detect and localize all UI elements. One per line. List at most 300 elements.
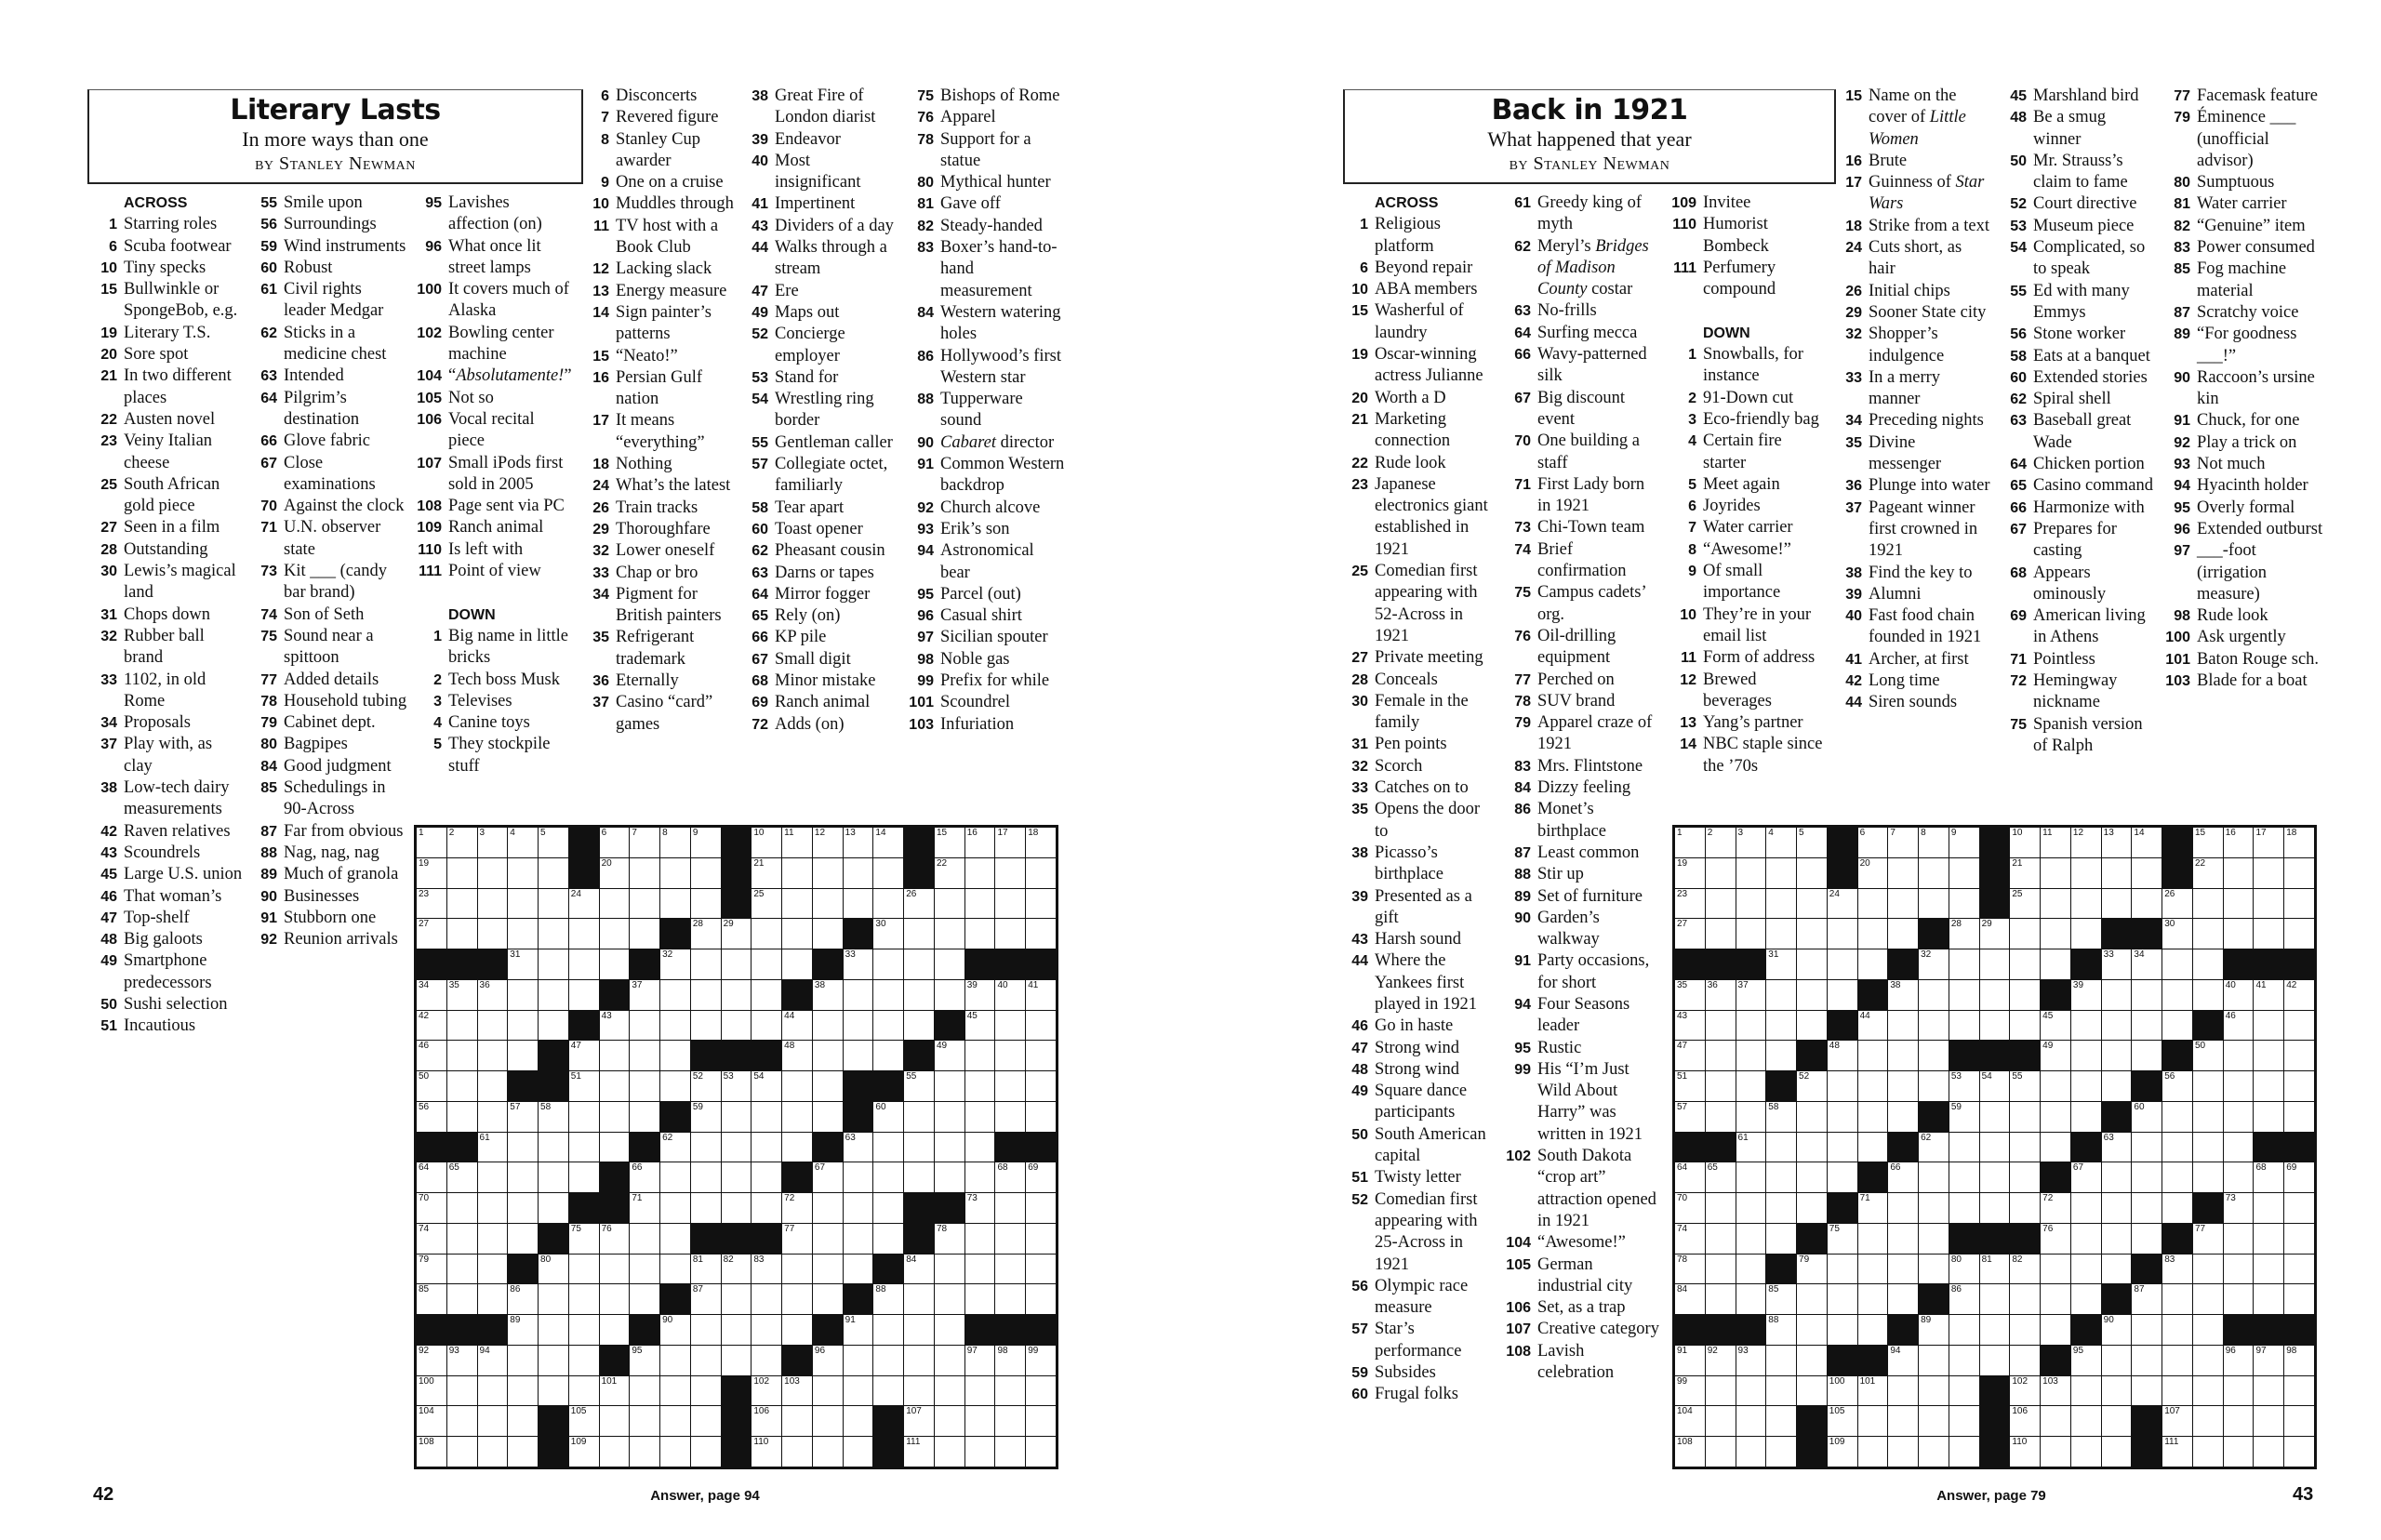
grid-cell: [1766, 1102, 1796, 1132]
clue: [902, 237, 1066, 302]
grid-cell: [1949, 1102, 1979, 1132]
grid-cell: [1858, 1315, 1888, 1345]
cell-number: 46: [2225, 1010, 2236, 1021]
clue-text: Noble gas: [940, 649, 1010, 669]
cell-number: 102: [753, 1375, 770, 1387]
black-square: [600, 980, 630, 1010]
clue-text: Divine messenger: [1869, 432, 1942, 474]
grid-cell: [569, 1376, 599, 1406]
clue-number: 67: [752, 651, 768, 668]
clue-text: Wind instruments: [284, 236, 406, 256]
grid-cell: [1797, 1376, 1827, 1406]
grid-cell: [1797, 1284, 1827, 1314]
clue-text: “For goodness ___!”: [2197, 325, 2297, 365]
grid-cell: [2193, 1133, 2223, 1162]
cell-number: 90: [2103, 1315, 2114, 1326]
clue: [737, 605, 898, 627]
clue-number: 9: [601, 175, 609, 192]
grid-cell: [722, 1193, 752, 1223]
grid-cell: [600, 1011, 630, 1041]
cell-number: 13: [2103, 828, 2114, 838]
puzzle-title: Literary Lasts: [230, 94, 441, 126]
clue: [1337, 756, 1495, 777]
clue-number: 91: [917, 457, 934, 473]
clue-number: 51: [1351, 1170, 1368, 1187]
clue-number: 109: [1671, 195, 1696, 211]
grid-cell: [813, 1437, 843, 1467]
grid-cell: [813, 919, 843, 949]
grid-cell: [1797, 828, 1827, 857]
grid-cell: [2132, 1346, 2162, 1375]
grid-cell: [691, 1315, 721, 1345]
black-square: [722, 858, 752, 888]
clue-number: 30: [100, 564, 117, 580]
clue-text: Yang’s partner: [1703, 713, 1803, 733]
clue-text: Boxer’s hand-to-hand measurement: [940, 238, 1057, 300]
title-box: [87, 89, 583, 184]
grid-cell: [752, 980, 781, 1010]
cell-number: 29: [723, 919, 734, 930]
grid-cell: [1858, 1041, 1888, 1070]
grid-cell: [1949, 828, 1979, 857]
grid-cell: [813, 1071, 843, 1101]
title-box: [1343, 89, 1836, 184]
grid-cell: [752, 1255, 781, 1284]
black-square: [2132, 1071, 2162, 1101]
grid-cell: [691, 1193, 721, 1223]
clue-number: 79: [2174, 110, 2190, 126]
clue-text: Mrs. Flintstone: [1537, 756, 1643, 776]
clue-text: Rustic: [1537, 1038, 1582, 1057]
grid-cell: [1828, 1315, 1857, 1345]
clue-text: Joyrides: [1703, 497, 1761, 516]
clue: [1665, 214, 1825, 258]
grid-cell: [478, 1255, 508, 1284]
clue-text: “Neato!”: [616, 346, 678, 365]
clue-number: 31: [1351, 737, 1368, 753]
clue-number: 107: [1506, 1321, 1531, 1338]
grid-cell: [569, 1437, 599, 1467]
grid-cell: [2041, 1011, 2070, 1041]
black-square: [1736, 1315, 1766, 1345]
grid-cell: [508, 1437, 538, 1467]
grid-cell: [965, 1406, 995, 1436]
clue-text: Rubber ball brand: [124, 626, 205, 668]
grid-cell: [1736, 1437, 1766, 1467]
grid-cell: [478, 1284, 508, 1314]
cell-number: 101: [601, 1375, 618, 1387]
clue-text: Eternally: [616, 671, 679, 691]
grid-cell: [508, 1133, 538, 1162]
grid-cell: [873, 858, 903, 888]
grid-cell: [2071, 1284, 2101, 1314]
grid-cell: [1919, 828, 1949, 857]
grid-cell: [1766, 1162, 1796, 1192]
black-square: [2162, 828, 2192, 857]
clue-number: 79: [260, 715, 277, 732]
clue: [1995, 714, 2155, 758]
clue-number: 16: [1845, 153, 1862, 169]
grid-cell: [2162, 949, 2192, 979]
grid-cell: [873, 980, 903, 1010]
clue-text: “Absolutamente!”: [448, 366, 572, 386]
clue-number: 78: [260, 693, 277, 710]
grid-cell: [904, 1133, 934, 1162]
black-square: [600, 1193, 630, 1223]
grid-cell: [2193, 1346, 2223, 1375]
grid-cell: [1797, 1315, 1827, 1345]
grid-cell: [813, 828, 843, 857]
grid-cell: [965, 1284, 995, 1314]
black-square: [2162, 1041, 2192, 1070]
grid-cell: [722, 1284, 752, 1314]
clue-number: 50: [2010, 153, 2027, 169]
cell-number: 48: [1829, 1041, 1840, 1052]
black-square: [995, 1133, 1025, 1162]
clue-text: Lewis’s magical land: [124, 562, 236, 603]
clue-text: Long time: [1869, 671, 1940, 691]
black-square: [508, 1071, 538, 1101]
clue-number: 39: [752, 131, 768, 148]
clue-number: 105: [1506, 1256, 1531, 1273]
grid-cell: [2284, 1193, 2314, 1223]
grid-cell: [508, 1102, 538, 1132]
clue: [902, 519, 1066, 540]
grid-cell: [1706, 980, 1736, 1010]
clue: [902, 605, 1066, 627]
clue: [1830, 281, 1990, 302]
clue: [1830, 237, 1990, 281]
clue: [902, 432, 1066, 454]
clue-number: 21: [100, 368, 117, 385]
cell-number: 78: [1677, 1254, 1688, 1265]
clue-text: Smile upon: [284, 193, 363, 212]
clue-number: 66: [1514, 347, 1531, 364]
grid-cell: [2224, 1133, 2254, 1162]
grid-cell: [722, 1071, 752, 1101]
black-square: [873, 1071, 903, 1101]
grid-cell: [447, 1284, 477, 1314]
grid-cell: [2224, 1162, 2254, 1192]
grid-cell: [569, 1255, 599, 1284]
clue-text: South American capital: [1375, 1124, 1486, 1166]
grid-cell: [1766, 1406, 1796, 1436]
cell-number: 55: [906, 1071, 917, 1082]
grid-cell: [1980, 1102, 2010, 1132]
grid-cell: [1797, 1162, 1827, 1192]
grid-cell: [508, 949, 538, 979]
grid-cell: [1736, 858, 1766, 888]
black-square: [1980, 889, 2010, 919]
page-number: 43: [2293, 1484, 2314, 1505]
grid-cell: [2041, 858, 2070, 888]
clue-number: 72: [2010, 673, 2027, 690]
clue: [410, 561, 574, 582]
grid-cell: [630, 1224, 659, 1254]
grid-cell: [447, 1224, 477, 1254]
clue-text: Most insignificant: [775, 151, 861, 192]
grid-cell: [2102, 1315, 2132, 1345]
clue: [737, 324, 898, 367]
cell-number: 58: [540, 1101, 552, 1112]
grid-cell: [1828, 1224, 1857, 1254]
grid-cell: [600, 828, 630, 857]
grid-cell: [935, 1102, 964, 1132]
grid-cell: [1888, 1041, 1918, 1070]
grid-cell: [2102, 949, 2132, 979]
grid-cell: [478, 858, 508, 888]
clue: [1830, 172, 1990, 216]
grid-cell: [417, 1011, 446, 1041]
grid-cell: [2071, 858, 2101, 888]
clue: [246, 626, 407, 670]
clue: [2159, 237, 2324, 259]
clue-text: U.N. observer state: [284, 518, 381, 559]
clue-text: Least common: [1537, 843, 1640, 862]
grid-cell: [995, 1041, 1025, 1070]
clue: [578, 540, 734, 562]
clue: [86, 670, 244, 713]
clue: [578, 193, 734, 215]
grid-cell: [722, 980, 752, 1010]
grid-cell: [1980, 1011, 2010, 1041]
grid-cell: [935, 1133, 964, 1162]
clue-number: 69: [2010, 608, 2027, 625]
grid-cell: [782, 1284, 812, 1314]
clue: [246, 777, 407, 821]
clue: [1499, 756, 1659, 777]
clue-number: 88: [1514, 867, 1531, 883]
cell-number: 98: [2286, 1345, 2297, 1356]
grid-cell: [1026, 1284, 1056, 1314]
grid-cell: [1026, 1376, 1056, 1406]
grid-cell: [1797, 858, 1827, 888]
clue-number: 71: [2010, 651, 2027, 668]
clue: [410, 192, 574, 236]
cell-number: 37: [632, 979, 643, 990]
grid-cell: [600, 1284, 630, 1314]
grid-cell: [1888, 1376, 1918, 1406]
cell-number: 15: [936, 828, 948, 838]
cell-number: 10: [2012, 828, 2023, 838]
clue-text: Rude look: [1375, 453, 1446, 472]
clue-text: What once lit street lamps: [448, 236, 541, 277]
clue-number: 10: [100, 259, 117, 276]
grid-cell: [2041, 1284, 2070, 1314]
grid-cell: [752, 949, 781, 979]
grid-cell: [1736, 828, 1766, 857]
clue-text: Far from obvious: [284, 821, 404, 841]
grid-cell: [1888, 1162, 1918, 1192]
grid-cell: [1026, 828, 1056, 857]
grid-cell: [1766, 1224, 1796, 1254]
grid-cell: [813, 1284, 843, 1314]
grid-cell: [965, 1376, 995, 1406]
clue: [410, 453, 574, 497]
clue-text: Initial chips: [1869, 281, 1950, 300]
grid-cell: [782, 828, 812, 857]
grid-cell: [1919, 1255, 1949, 1284]
clue-number: 62: [260, 325, 277, 341]
clue: [1830, 649, 1990, 670]
clue-number: 76: [917, 110, 934, 126]
clue-number: 60: [752, 521, 768, 538]
clue-number: 43: [752, 218, 768, 234]
grid-cell: [782, 1315, 812, 1345]
clue-number: 26: [1845, 283, 1862, 299]
clue-number: 62: [1514, 238, 1531, 255]
black-square: [782, 1346, 812, 1375]
grid-cell: [2193, 949, 2223, 979]
clue: [1499, 236, 1659, 301]
clue-text: Austen novel: [124, 409, 216, 429]
grid-cell: [1797, 1255, 1827, 1284]
clue-text: Disconcerts: [616, 86, 698, 105]
clue-text: Subsides: [1375, 1363, 1436, 1383]
grid-cell: [1858, 1011, 1888, 1041]
clue: [2159, 193, 2324, 215]
grid-cell: [1858, 1406, 1888, 1436]
clue: [1499, 1255, 1659, 1298]
clue: [1665, 431, 1825, 474]
black-square: [539, 1041, 568, 1070]
grid-cell: [600, 1071, 630, 1101]
clue-number: 3: [433, 693, 442, 710]
clue-number: 95: [425, 195, 442, 211]
clue-text: Parcel (out): [940, 584, 1021, 604]
clue-number: 56: [2010, 326, 2027, 343]
clue-text: Lacking slack: [616, 259, 712, 279]
clue-number: 78: [1514, 693, 1531, 710]
clue-number: 64: [1514, 325, 1531, 341]
clue: [1830, 86, 1990, 151]
grid-cell: [478, 919, 508, 949]
clue-number: 38: [1845, 564, 1862, 581]
clue-text: Chops down: [124, 604, 211, 624]
clue: [902, 172, 1066, 193]
grid-cell: [2041, 1224, 2070, 1254]
grid-cell: [417, 1376, 446, 1406]
grid-cell: [813, 1193, 843, 1223]
grid-cell: [2193, 1315, 2223, 1345]
clue-text: Endeavor: [775, 129, 841, 149]
grid-cell: [508, 1284, 538, 1314]
grid-cell: [417, 1437, 446, 1467]
grid-cell: [2041, 1041, 2070, 1070]
grid-cell: [508, 1346, 538, 1375]
grid-cell: [600, 1041, 630, 1070]
grid-cell: [2254, 1011, 2283, 1041]
cell-number: 20: [1859, 857, 1870, 869]
grid-cell: [2132, 1133, 2162, 1162]
clue: [1499, 1297, 1659, 1319]
grid-cell: [782, 1102, 812, 1132]
cell-number: 68: [2255, 1162, 2267, 1174]
clue-number: 38: [1351, 844, 1368, 861]
grid-cell: [1706, 889, 1736, 919]
clue: [1499, 670, 1659, 691]
clue-number: 44: [1351, 953, 1368, 970]
clue-number: 89: [2174, 326, 2190, 343]
grid-cell: [447, 919, 477, 949]
grid-cell: [2010, 919, 2040, 949]
grid-cell: [2193, 1102, 2223, 1132]
grid-cell: [1026, 1255, 1056, 1284]
grid-cell: [935, 1346, 964, 1375]
grid-cell: [1858, 1255, 1888, 1284]
grid-cell: [600, 1255, 630, 1284]
cell-number: 84: [906, 1254, 917, 1265]
grid-cell: [1736, 980, 1766, 1010]
grid-cell: [1706, 1193, 1736, 1223]
grid-cell: [2041, 889, 2070, 919]
grid-cell: [1949, 889, 1979, 919]
grid-cell: [2102, 1346, 2132, 1375]
clue-number: 39: [1351, 888, 1368, 905]
clue-text: Veiny Italian cheese: [124, 431, 213, 472]
grid-cell: [478, 1011, 508, 1041]
cell-number: 26: [2164, 888, 2175, 899]
clue-text: Stanley Cup awarder: [616, 129, 700, 170]
cell-number: 84: [1677, 1284, 1688, 1295]
cell-number: 15: [2194, 828, 2206, 838]
grid-cell: [630, 1284, 659, 1314]
clue-text: Chicken portion: [2033, 455, 2145, 474]
grid-cell: [844, 980, 873, 1010]
clue-text: Page sent via PC: [448, 497, 565, 516]
clue-number: 72: [752, 716, 768, 733]
clue-text: Televises: [448, 691, 512, 710]
clue-number: 96: [425, 238, 442, 255]
cell-number: 28: [692, 919, 703, 930]
grid-cell: [2010, 1284, 2040, 1314]
clue-number: 95: [917, 586, 934, 603]
grid-cell: [1888, 1102, 1918, 1132]
clue-text: Beyond repair: [1375, 258, 1473, 277]
clue-text: Monet’s birthplace: [1537, 800, 1606, 841]
grid-cell: [1949, 1133, 1979, 1162]
clue: [2159, 519, 2324, 540]
clue: [1830, 151, 1990, 172]
clue-text: Fog machine material: [2197, 259, 2287, 300]
grid-cell: [844, 1406, 873, 1436]
clue-number: 51: [100, 1018, 117, 1035]
clue-text: Sicilian spouter: [940, 628, 1048, 647]
page-number: 42: [93, 1484, 114, 1505]
clue-text: Not so: [448, 388, 494, 407]
grid-cell: [1736, 1376, 1766, 1406]
grid-cell: [995, 1193, 1025, 1223]
clue-number: 66: [260, 433, 277, 450]
clue: [1337, 561, 1495, 647]
clue-text: Plunge into water: [1869, 476, 1990, 496]
clue: [1995, 324, 2155, 345]
clue: [1499, 1146, 1659, 1232]
clue: [1337, 670, 1495, 691]
clue-number: 19: [1351, 347, 1368, 364]
clue-number: 48: [1351, 1061, 1368, 1078]
grid-cell: [447, 1193, 477, 1223]
clue-number: 20: [1351, 390, 1368, 406]
grid-cell: [2162, 1102, 2192, 1132]
black-square: [1766, 1071, 1796, 1101]
clue: [1499, 712, 1659, 756]
black-square: [2224, 949, 2254, 979]
black-square: [935, 1011, 964, 1041]
clue: [246, 712, 407, 734]
grid-cell: [1919, 1011, 1949, 1041]
clue: [1499, 886, 1659, 908]
